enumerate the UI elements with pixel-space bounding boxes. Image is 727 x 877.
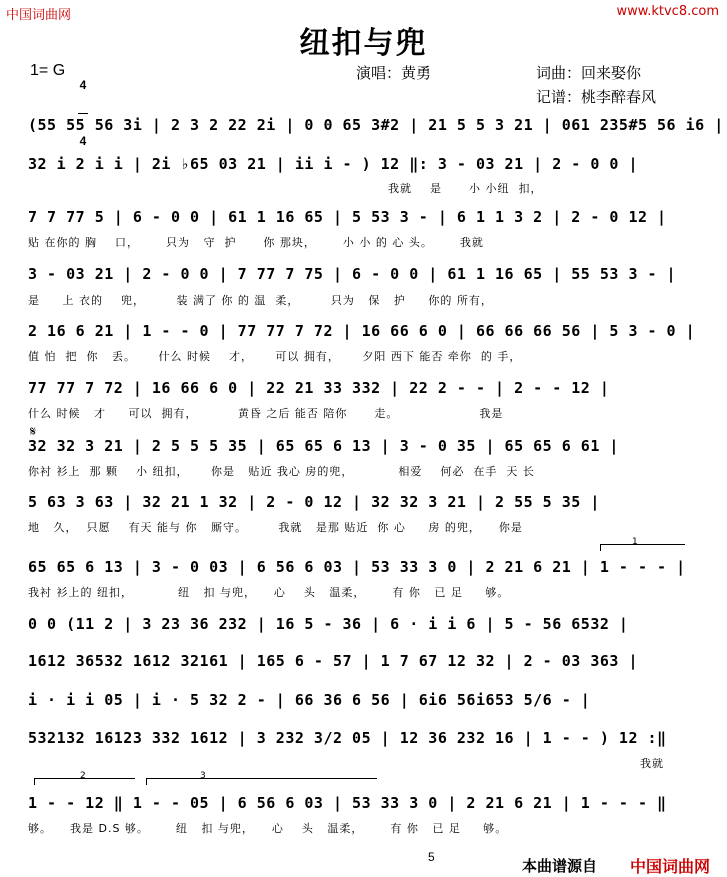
score-system-4-notes: 3 - 03 21 | 2 - 0 0 | 7 77 7 75 | 6 - 0 0 | 61 1 16 65 | 55 53 3 - |	[28, 265, 677, 283]
score-system-13-lyrics: 我就	[640, 757, 664, 770]
key-signature: 1= G	[30, 62, 66, 79]
volta-number-3: 3	[200, 771, 206, 781]
transcriber-credit: 记谱：桃李醉春风	[536, 88, 657, 106]
score-system-8-notes: 5 63 3 63 | 32 21 1 32 | 2 - 0 12 | 32 32 3 21 | 2 55 5 35 |	[28, 493, 600, 511]
score-system-1-notes: (55 55 56 3i | 2 3 2 22 2i | 0 0 65 3#2 | 21 5 5 3 21 | 061 235#5 56 i6 |	[28, 116, 724, 134]
time-signature	[76, 58, 90, 158]
score-system-7-notes: 32 32 3 21 | 2 5 5 5 35 | 65 65 6 13 | 3 - 0 35 | 65 65 6 61 |	[28, 437, 619, 455]
volta-bracket-3	[146, 778, 377, 785]
score-system-4-lyrics: 是 上 衣的 兜， 装 满了 你 的 温 柔， 只为 保 护 你的 所有，	[28, 294, 493, 307]
page-number: 5	[428, 850, 435, 864]
volta-bracket-1	[600, 544, 685, 551]
score-system-7-lyrics: 你衬 衫上 那 颗 小 纽扣， 你是 贴近 我心 房的兜， 相爱 何必 在手 天 长	[28, 465, 535, 478]
watermark-left: 中国词曲网	[6, 8, 72, 23]
score-system-14-lyrics: 够。 我是 D.S 够。 纽 扣 与兜， 心 头 温柔， 有 你 已 足 够。	[28, 822, 508, 835]
score-system-10-notes: 0 0 (11 2 | 3 23 36 232 | 16 5 - 36 | 6 · i i 6 | 5 - 56 6532 |	[28, 615, 629, 633]
watermark-right: www.ktvc8.com	[616, 4, 719, 19]
volta-number-2: 2	[80, 771, 86, 781]
score-system-12-notes: i · i i 05 | i · 5 32 2 - | 66 36 6 56 | 6i6 56i653 5/6 - |	[28, 691, 591, 709]
segno-sign: 𝄋	[30, 424, 37, 440]
score-system-5-lyrics: 值 怕 把 你 丢。 什么 时候 才， 可以 拥有， 夕阳 西下 能否 牵你 的 手，	[28, 350, 522, 363]
score-system-6-lyrics: 什么 时候 才 可以 拥有， 黄昏 之后 能否 陪你 走。 我是	[28, 407, 504, 420]
score-system-2-lyrics: 我就 是 小 小纽 扣，	[388, 182, 543, 195]
score-system-3-notes: 7 7 77 5 | 6 - 0 0 | 61 1 16 65 | 5 53 3 - | 6 1 1 3 2 | 2 - 0 12 |	[28, 208, 667, 226]
score-system-13-notes: 532132 16123 332 1612 | 3 232 3/2 05 | 12 36 232 16 | 1 - - ) 12 :‖	[28, 729, 667, 747]
score-system-8-lyrics: 地 久， 只愿 有天 能与 你 厮守。 我就 是那 贴近 你 心 房 的兜， 你是	[28, 521, 523, 534]
score-system-3-lyrics: 贴 在你的 胸 口， 只为 守 护 你 那块， 小 小 的 心 头。 我就	[28, 236, 484, 249]
score-system-9-notes: 65 65 6 13 | 3 - 0 03 | 6 56 6 03 | 53 33 3 0 | 2 21 6 21 | 1 - - - |	[28, 558, 686, 576]
time-signature-top: 4	[79, 78, 87, 92]
score-system-6-notes: 77 77 7 72 | 16 66 6 0 | 22 21 33 332 | 22 2 - - | 2 - - 12 |	[28, 379, 610, 397]
source-label: 本曲谱源自	[522, 857, 598, 875]
score-system-2-notes: 32 i 2 i i | 2i ♭65 03 21 | ii i - ) 12 ‖: 3 - 03 21 | 2 - 0 0 |	[28, 155, 638, 173]
song-title: 纽扣与兜	[299, 26, 428, 61]
score-system-5-notes: 2 16 6 21 | 1 - - 0 | 77 77 7 72 | 16 66 6 0 | 66 66 66 56 | 5 3 - 0 |	[28, 322, 696, 340]
score-system-9-lyrics: 我衬 衫上的 纽扣， 纽 扣 与兜， 心 头 温柔， 有 你 已 足 够。	[28, 586, 510, 599]
score-system-14-notes: 1 - - 12 ‖ 1 - - 05 | 6 56 6 03 | 53 33 3 0 | 2 21 6 21 | 1 - - - ‖	[28, 794, 667, 812]
composer-credit: 词曲：回来娶你	[536, 64, 642, 82]
source-logo: 中国词曲网	[630, 857, 711, 876]
time-signature-bottom: 4	[79, 134, 87, 148]
volta-number-1: 1	[632, 537, 638, 547]
singer-credit: 演唱：黄勇	[356, 64, 432, 82]
score-system-11-notes: 1612 36532 1612 32161 | 165 6 - 57 | 1 7 67 12 32 | 2 - 03 363 |	[28, 652, 638, 670]
